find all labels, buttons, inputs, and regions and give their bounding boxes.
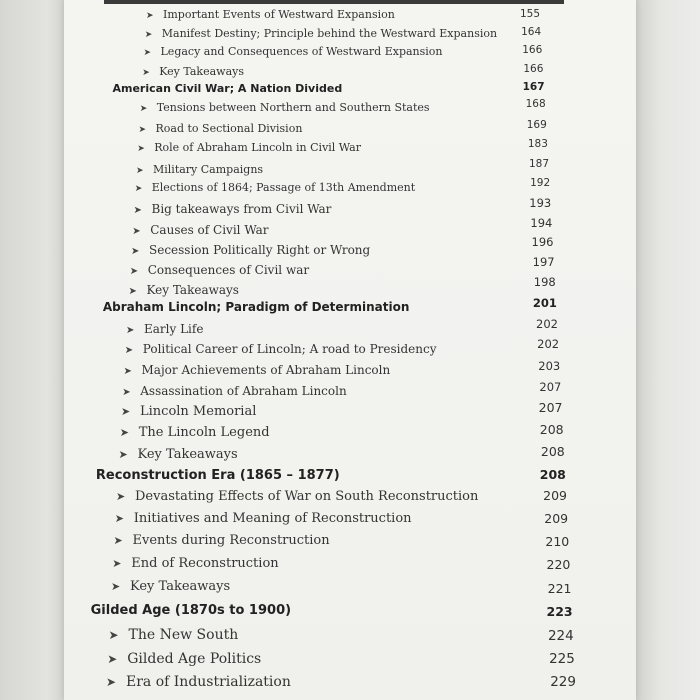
toc-label: Military Campaigns: [153, 162, 264, 176]
toc-page-number: 202: [536, 317, 558, 331]
bullet-arrow-icon: ➤: [126, 325, 135, 336]
bullet-arrow-icon: ➤: [138, 124, 147, 135]
toc-page-number: 164: [521, 25, 542, 38]
bullet-arrow-icon: ➤: [143, 47, 152, 58]
desk-background-left: [0, 0, 68, 700]
toc-item: [130, 263, 309, 277]
toc-label: Devastating Effects of War on South Reconstruction: [135, 489, 479, 505]
toc-heading: [91, 603, 291, 618]
bullet-arrow-icon: ➤: [132, 226, 141, 237]
toc-page-number: 224: [547, 627, 574, 644]
toc-label: Key Takeaways: [159, 64, 245, 78]
toc-item: [107, 651, 261, 667]
toc-label: Big takeaways from Civil War: [151, 202, 332, 216]
toc-page-number: 197: [532, 255, 555, 269]
toc-label: The New South: [128, 626, 239, 643]
toc-item: [129, 283, 239, 297]
bullet-arrow-icon: ➤: [129, 266, 139, 277]
toc-item: [125, 342, 437, 356]
toc-item: [114, 533, 330, 548]
toc-label: Secession Politically Right or Wrong: [149, 243, 371, 257]
bullet-arrow-icon: ➤: [133, 205, 142, 216]
book-page: [64, 0, 636, 700]
toc-page-number: 207: [539, 380, 562, 394]
bullet-arrow-icon: ➤: [131, 246, 140, 257]
toc-page-number: 223: [546, 604, 573, 620]
toc-page-number: 167: [522, 80, 545, 93]
toc-page-number: 198: [533, 275, 556, 289]
toc-item: [122, 384, 346, 398]
toc-item: [115, 511, 412, 526]
toc-label: Key Takeaways: [146, 283, 239, 297]
toc-page-number: 168: [525, 97, 546, 110]
bullet-arrow-icon: ➤: [114, 512, 124, 526]
toc-label: Road to Sectional Division: [155, 121, 303, 135]
toc-label: Legacy and Consequences of Westward Expansion: [160, 44, 443, 58]
bullet-arrow-icon: ➤: [146, 10, 154, 21]
toc-label: Elections of 1864; Passage of 13th Amendment: [151, 180, 416, 194]
toc-label: Tensions between Northern and Southern States: [156, 100, 430, 114]
bullet-arrow-icon: ➤: [139, 103, 148, 114]
bullet-arrow-icon: ➤: [128, 286, 137, 297]
bullet-arrow-icon: ➤: [136, 165, 144, 176]
bullet-arrow-icon: ➤: [142, 67, 150, 78]
toc-label: Era of Industrialization: [126, 673, 291, 690]
toc-item: [124, 363, 391, 377]
bullet-arrow-icon: ➤: [107, 651, 118, 666]
toc-item: [135, 181, 415, 194]
bullet-arrow-icon: ➤: [124, 345, 134, 356]
toc-page-number: 203: [538, 359, 561, 373]
toc-page-number: 193: [529, 196, 552, 210]
toc-label: Abraham Lincoln; Paradigm of Determination: [102, 300, 410, 314]
toc-item: [132, 223, 268, 237]
toc-page-number: 192: [530, 176, 551, 189]
toc-label: Initiatives and Meaning of Reconstruction: [133, 511, 412, 527]
toc-label: The Lincoln Legend: [138, 425, 270, 441]
toc-page-number: 220: [546, 557, 571, 573]
toc-heading: [113, 82, 343, 95]
bullet-arrow-icon: ➤: [118, 448, 128, 462]
toc-label: Key Takeaways: [130, 579, 231, 595]
toc-page-number: 225: [549, 650, 575, 667]
toc-page-number: 208: [539, 422, 564, 438]
toc-page-number: 221: [547, 581, 572, 597]
toc-heading: [103, 300, 410, 314]
toc-page-number: 208: [540, 444, 565, 460]
toc-page-number: 166: [523, 62, 544, 75]
toc-page-number: 208: [539, 467, 566, 483]
toc-label: Gilded Age (1870s to 1900): [90, 603, 292, 619]
toc-item: [140, 101, 430, 114]
toc-page-number: 210: [545, 534, 570, 550]
toc-item: [144, 45, 443, 58]
bullet-arrow-icon: ➤: [144, 29, 153, 40]
toc-page-number: 207: [538, 400, 563, 416]
toc-item: [119, 447, 238, 462]
bullet-arrow-icon: ➤: [111, 580, 121, 594]
toc-page-number: 155: [519, 7, 540, 20]
toc-label: Reconstruction Era (1865 – 1877): [95, 468, 340, 484]
toc-label: Political Career of Lincoln; A road to Presidency: [142, 342, 437, 356]
bullet-arrow-icon: ➤: [108, 627, 119, 642]
toc-label: End of Reconstruction: [131, 556, 279, 572]
toc-item: [139, 122, 303, 135]
toc-label: Important Events of Westward Expansion: [163, 7, 395, 21]
page-top-rule: [104, 0, 564, 4]
toc-item: [111, 579, 230, 594]
toc-label: Lincoln Memorial: [140, 404, 257, 420]
bullet-arrow-icon: ➤: [119, 426, 129, 440]
toc-item: [134, 202, 332, 216]
toc-page-number: 209: [543, 488, 567, 504]
bullet-arrow-icon: ➤: [122, 387, 131, 398]
toc-label: Role of Abraham Lincoln in Civil War: [154, 140, 361, 154]
toc-item: [137, 141, 361, 154]
toc-label: Events during Reconstruction: [132, 533, 330, 549]
toc-page-number: 166: [522, 43, 543, 56]
toc-label: Gilded Age Politics: [127, 650, 262, 667]
toc-page-number: 183: [527, 137, 548, 150]
toc-label: Early Life: [144, 322, 204, 336]
desk-background-right: [634, 0, 700, 700]
toc-item: [131, 243, 370, 257]
toc-page-number: 196: [531, 235, 554, 249]
bullet-arrow-icon: ➤: [134, 183, 143, 194]
toc-page-number: 194: [530, 216, 553, 230]
toc-label: Major Achievements of Abraham Lincoln: [141, 363, 391, 377]
toc-page-number: 187: [528, 157, 549, 170]
toc-heading: [96, 468, 340, 483]
toc-item: [126, 322, 203, 336]
bullet-arrow-icon: ➤: [106, 674, 117, 689]
bullet-arrow-icon: ➤: [137, 143, 145, 154]
toc-page-number: 202: [537, 337, 560, 351]
bullet-arrow-icon: ➤: [121, 405, 131, 419]
toc-item: [146, 8, 395, 21]
toc-item: [142, 65, 244, 78]
toc-label: Assassination of Abraham Lincoln: [140, 384, 347, 398]
bullet-arrow-icon: ➤: [123, 366, 132, 377]
toc-item: [116, 489, 478, 504]
toc-page-number: 201: [532, 296, 557, 310]
toc-page-number: 169: [526, 118, 547, 131]
toc-item: [109, 627, 239, 643]
toc-label: American Civil War; A Nation Divided: [112, 81, 343, 95]
toc-label: Causes of Civil War: [150, 223, 269, 237]
toc-item: [120, 425, 270, 440]
toc-page-number: 229: [550, 673, 576, 690]
bullet-arrow-icon: ➤: [116, 490, 126, 504]
toc-item: [145, 27, 497, 40]
toc-item: [106, 674, 291, 690]
toc-item: [112, 556, 278, 571]
bullet-arrow-icon: ➤: [112, 557, 122, 571]
toc-page-number: 209: [544, 511, 569, 527]
toc-label: Key Takeaways: [137, 447, 238, 463]
toc-label: Consequences of Civil war: [147, 263, 310, 277]
toc-item: [121, 404, 256, 419]
toc-label: Manifest Destiny; Principle behind the Westward Expansion: [161, 26, 498, 40]
toc-item: [136, 163, 263, 176]
bullet-arrow-icon: ➤: [113, 534, 123, 548]
